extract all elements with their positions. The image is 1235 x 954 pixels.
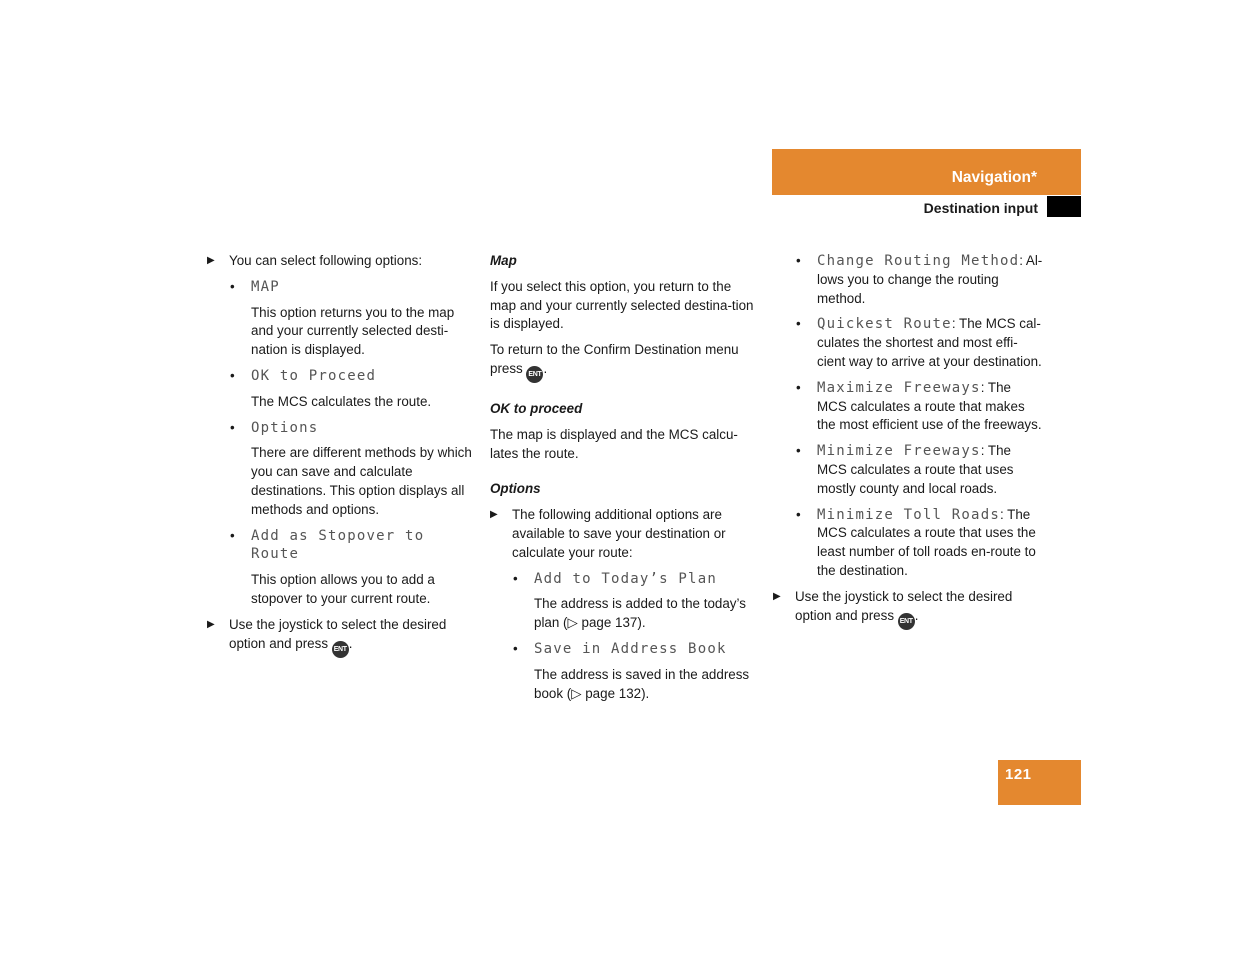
option-label: Maximize Freeways bbox=[817, 379, 981, 396]
option-label: Minimize Toll Roads bbox=[817, 506, 1000, 523]
option-label: Options bbox=[251, 419, 319, 436]
triangle-arrow-icon: ▶ bbox=[207, 255, 215, 266]
triangle-arrow-icon: ▶ bbox=[207, 618, 215, 630]
option-description: : The MCS cal-culates the shortest and most effi-cient way to arrive at your destination. bbox=[817, 316, 1042, 369]
routing-option bbox=[795, 315, 1043, 371]
option-label: OK to Proceed bbox=[251, 367, 377, 384]
section-title: Navigation* bbox=[951, 169, 1037, 186]
option-item bbox=[229, 419, 475, 438]
option-label: Quickest Route bbox=[817, 316, 952, 333]
section-header-bar bbox=[772, 149, 1081, 195]
heading-map: Map bbox=[490, 253, 517, 268]
paragraph-ok: The map is displayed and the MCS calcu-lates the route. bbox=[490, 426, 738, 461]
option-label: Save in Address Book bbox=[534, 640, 727, 657]
triangle-arrow-icon: ▶ bbox=[773, 590, 781, 602]
bullet: • bbox=[796, 506, 801, 522]
bullet: • bbox=[796, 379, 801, 395]
bullet: • bbox=[230, 527, 235, 543]
section-subtitle: Destination input bbox=[923, 200, 1038, 216]
bullet: • bbox=[796, 316, 801, 332]
page-number: 121 bbox=[1005, 766, 1032, 783]
option-description: : The MCS calculates a route that uses the least number of toll roads en-route to the destination. bbox=[817, 506, 1036, 578]
page-number-box bbox=[998, 760, 1081, 805]
option-label: Change Routing Method bbox=[817, 253, 1020, 269]
paragraph-map: If you select this option, you return to the map and your currently selected destina-tion is displayed. bbox=[490, 278, 754, 332]
triangle-arrow-icon: ▶ bbox=[490, 509, 498, 521]
instruction-intro: ▶ You can select following options: bbox=[207, 252, 475, 271]
option-description: The MCS calculates the route. bbox=[251, 393, 432, 409]
ent-button-icon: ENT bbox=[332, 641, 349, 658]
option-item bbox=[229, 527, 475, 565]
instruction-outro: ▶ Use the joystick to select the desired option and press ENT . bbox=[773, 588, 1043, 630]
option-label: MAP bbox=[251, 278, 280, 295]
column-3 bbox=[773, 252, 1043, 630]
option-description: There are different methods by which you can save and calculate destinations. This option displays all methods and options. bbox=[251, 445, 472, 517]
option-description: : Al-lows you to change the routing method. bbox=[817, 253, 1043, 306]
bullet: • bbox=[513, 570, 518, 586]
routing-option bbox=[795, 252, 1043, 308]
option-label: Minimize Freeways bbox=[817, 443, 981, 460]
instruction-outro: ▶ Use the joystick to select the desired option and press ENT . bbox=[207, 616, 475, 658]
ent-button-icon: ENT bbox=[526, 366, 543, 383]
thumb-index-block bbox=[1047, 196, 1081, 217]
bullet: • bbox=[230, 419, 235, 435]
ent-button-icon: ENT bbox=[898, 613, 915, 630]
heading-options: Options bbox=[490, 481, 541, 497]
routing-option bbox=[795, 442, 1043, 498]
option-label: Add to Today’s Plan bbox=[534, 570, 717, 587]
heading-ok: OK to proceed bbox=[490, 400, 583, 416]
bullet: • bbox=[513, 640, 518, 656]
option-label: Add as Stopover to Route bbox=[251, 527, 425, 563]
instruction-options: ▶ The following additional options are available to save your destination or calculate your route: bbox=[490, 507, 726, 560]
option-description: This option allows you to add a stopover to your current route. bbox=[251, 572, 435, 606]
bullet: • bbox=[796, 253, 801, 268]
option-description: The address is saved in the address book (▷ page 132). bbox=[534, 666, 750, 701]
option-item bbox=[512, 570, 760, 589]
bullet: • bbox=[796, 443, 801, 459]
option-description: : The MCS calculates a route that makes the most efficient use of the freeways. bbox=[817, 379, 1042, 433]
option-description: : The MCS calculates a route that uses mostly county and local roads. bbox=[817, 443, 1014, 496]
bullet: • bbox=[230, 278, 235, 294]
option-item bbox=[229, 367, 475, 386]
bullet: • bbox=[230, 367, 235, 383]
column-1 bbox=[207, 252, 475, 658]
column-2 bbox=[490, 252, 760, 703]
option-description: This option returns you to the map and your currently selected desti-nation is displayed. bbox=[251, 304, 455, 358]
option-description: The address is added to the today’s plan (▷ page 137). bbox=[534, 596, 746, 631]
routing-option bbox=[795, 506, 1043, 581]
option-item bbox=[229, 278, 475, 297]
routing-option bbox=[795, 379, 1043, 435]
option-item bbox=[512, 640, 760, 659]
paragraph-map-return: To return to the Confirm Destination menu press ENT . bbox=[490, 341, 760, 383]
